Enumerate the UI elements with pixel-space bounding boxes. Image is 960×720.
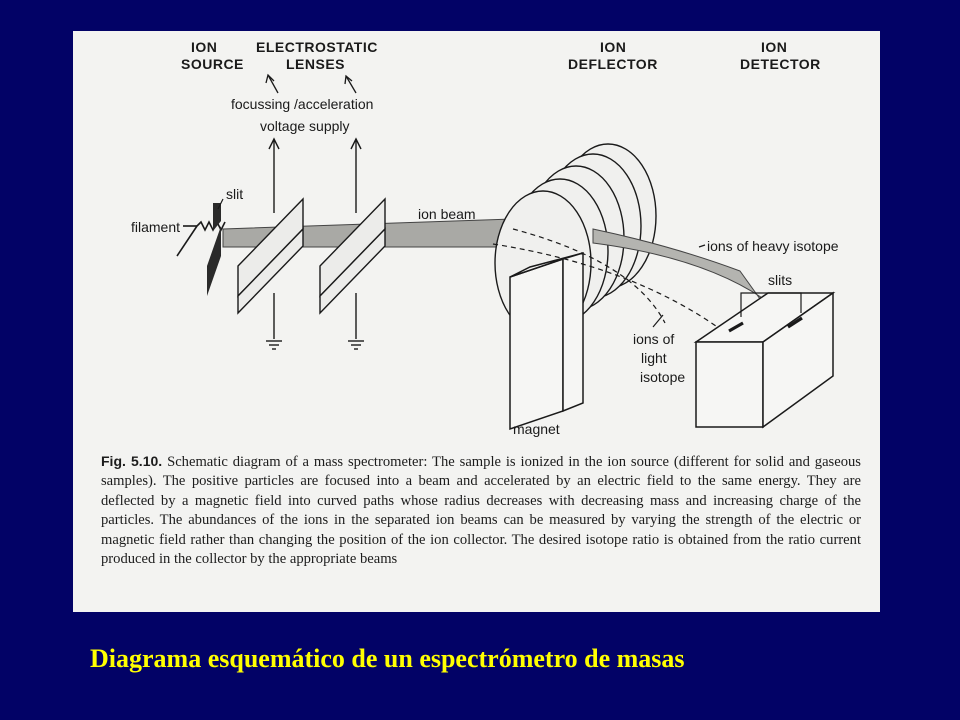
figure-caption bbox=[101, 452, 861, 569]
ion-deflector-label-line2: DEFLECTOR bbox=[568, 56, 658, 72]
ion-deflector-label-line1: ION bbox=[600, 39, 627, 55]
lens-plate-1 bbox=[238, 199, 303, 313]
magnet-label: magnet bbox=[513, 421, 560, 437]
ion-detector-label-line2: DETECTOR bbox=[740, 56, 821, 72]
light-isotope-label-line2: light bbox=[641, 350, 667, 366]
slide-title: Diagrama esquemático de un espectrómetro de masas bbox=[90, 644, 685, 673]
filament-label: filament bbox=[131, 219, 181, 235]
light-isotope-label-line3: isotope bbox=[640, 369, 686, 385]
ion-source-label-line2: SOURCE bbox=[181, 56, 244, 72]
ion-beam-label: ion beam bbox=[418, 206, 476, 222]
slits-label: slits bbox=[768, 272, 793, 288]
ion-source-label-line1: ION bbox=[191, 39, 218, 55]
magnet-block bbox=[510, 253, 583, 429]
figure-number: Fig. 5.10. bbox=[101, 453, 163, 469]
electrostatic-lenses-label-line2: LENSES bbox=[286, 56, 346, 72]
ion-detector-label-line1: ION bbox=[761, 39, 788, 55]
figure-panel bbox=[73, 31, 880, 612]
lenses-pointer-arrows bbox=[266, 75, 356, 93]
heavy-isotope-label: ions of heavy isotope bbox=[707, 238, 839, 254]
ion-detector-box bbox=[696, 293, 833, 427]
light-isotope-label-line1: ions of bbox=[633, 331, 675, 347]
focussing-label: focussing /acceleration bbox=[231, 96, 374, 112]
caption-text: Schematic diagram of a mass spectrometer: The sample is ionized in the ion source (different for solid and gaseous samples). The positive particles are focused into a beam and accelerated by an electric field to the same energy. They are deflected by a magnetic field into curved paths whose radius decreases with decreasing mass and increasing charge of the particles. The abundances of the ions in the separated ion beams can be measured by varying the strength of the electric or magnetic field rather than changing the position of the ion collector. The desired isotope ratio is obtained from the ratio current produced in the collector by the appropriate beams bbox=[101, 454, 861, 568]
slit-label: slit bbox=[226, 186, 244, 202]
mass-spectrometer-diagram bbox=[73, 31, 880, 451]
ground-symbol-icon bbox=[266, 341, 364, 349]
lens-plate-2 bbox=[320, 199, 385, 313]
voltage-supply-label: voltage supply bbox=[260, 118, 350, 134]
electrostatic-lenses-label-line1: ELECTROSTATIC bbox=[256, 39, 378, 55]
slit-plate bbox=[207, 199, 223, 296]
